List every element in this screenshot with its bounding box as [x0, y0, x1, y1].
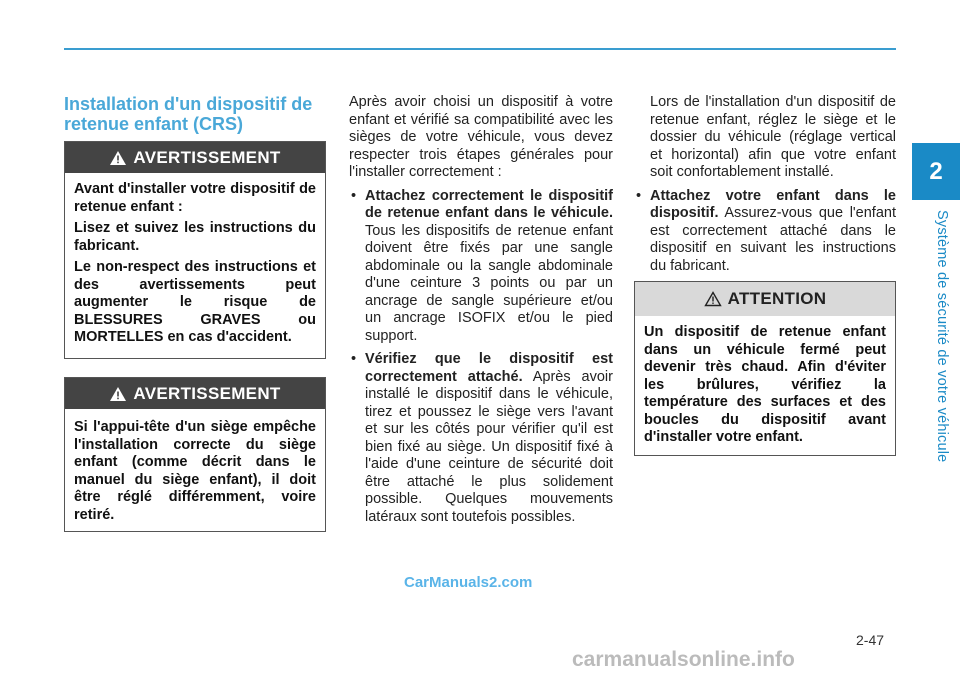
steps-list	[634, 188, 896, 276]
attention-label: ATTENTION	[727, 289, 827, 308]
step-title: Vérifiez que le dispositif est correctement attaché.	[365, 351, 613, 385]
warning-box-1	[64, 141, 326, 359]
warning-paragraph: Avant d'installer votre dispositif de retenue enfant :	[74, 181, 316, 215]
watermark-text: carmanualsonline.info	[572, 648, 795, 671]
attention-box	[634, 281, 896, 456]
warning-header	[65, 142, 325, 173]
warning-body	[65, 173, 325, 359]
warning-label: AVERTISSEMENT	[133, 383, 281, 403]
warning-header	[65, 378, 325, 409]
list-item	[349, 188, 613, 346]
attention-body	[635, 316, 895, 455]
step-text: Assurez-vous que l'enfant est correctement attaché dans le dispositif en suivant les instructions du fabricant.	[650, 205, 896, 274]
warning-label: AVERTISSEMENT	[133, 147, 281, 167]
page-number: 2-47	[856, 632, 885, 648]
bullet-icon: •	[351, 351, 357, 367]
warning-paragraph: Le non-respect des instructions et des avertissements peut augmenter le risque de BLESSURES GRAVES ou MORTELLES en cas d'accident.	[74, 259, 316, 345]
warning-triangle-icon	[109, 150, 127, 166]
right-column	[634, 94, 896, 281]
chapter-title: Système de sécurité de votre véhicule	[934, 210, 950, 463]
warning-body	[65, 409, 325, 536]
list-item	[349, 351, 613, 526]
attention-header	[635, 282, 895, 316]
bullet-icon: •	[636, 187, 642, 204]
middle-column	[349, 94, 613, 532]
step-text: Tous les dispositifs de retenue enfant doivent être fixés par une sangle abdominale ou la sangle abdominale d'une ceinture 3 points ou par un ancrage de sangle supérieure et/ou un ancrage ISOFIX et/ou le pied support.	[365, 222, 613, 344]
step-title: Attachez correctement le dispositif de retenue enfant dans le véhicule.	[365, 187, 613, 221]
warning-box-2	[64, 377, 326, 532]
warning-paragraph: Lisez et suivez les instructions du fabricant.	[74, 220, 316, 254]
chapter-number: 2	[929, 157, 943, 185]
step-text: Après avoir installé le dispositif dans le véhicule, tirez et poussez le siège vers l'avant et sur les côtés pour vérifier qu'il est bien fixé au siège. Un dispositif fixé à l'aide d'une ceinture de sécurité doit être attaché le plus solidement possible. Quelques mouvements latéraux sont toutefois possibles.	[365, 368, 613, 525]
section-title: Installation d'un dispositif de retenue enfant (CRS)	[64, 94, 313, 134]
bullet-icon: •	[351, 187, 357, 204]
warning-paragraph: Si l'appui-tête d'un siège empêche l'installation correcte du siège enfant (comme décrit dans le manuel du siège enfant), il doit être réglé différemment, voire retiré.	[74, 419, 316, 523]
chapter-tab[interactable]	[912, 143, 960, 200]
intro-paragraph: Après avoir choisi un dispositif à votre enfant et vérifié sa compatibilité avec les sièges de votre véhicule, vous devez respecter trois étapes générales pour l'installer correctement :	[349, 94, 613, 180]
header-rule	[64, 48, 896, 50]
step-title: Attachez votre enfant dans le dispositif.	[650, 187, 896, 221]
watermark-link[interactable]: CarManuals2.com	[404, 574, 533, 591]
list-item	[634, 188, 896, 276]
caution-triangle-icon	[704, 291, 722, 307]
steps-list	[349, 188, 613, 527]
attention-text: Un dispositif de retenue enfant dans un véhicule fermé peut devenir très chaud. Afin d'éviter les brûlures, vérifiez la température des surfaces et des boucles du dispositif avant d'installer votre enfant.	[644, 324, 886, 445]
continuation-paragraph: Lors de l'installation d'un dispositif de retenue enfant, réglez le siège et le dossier du véhicule (réglage vertical et horizontal) afin que votre enfant soit confortablement installé.	[650, 94, 896, 180]
warning-triangle-icon	[109, 386, 127, 402]
